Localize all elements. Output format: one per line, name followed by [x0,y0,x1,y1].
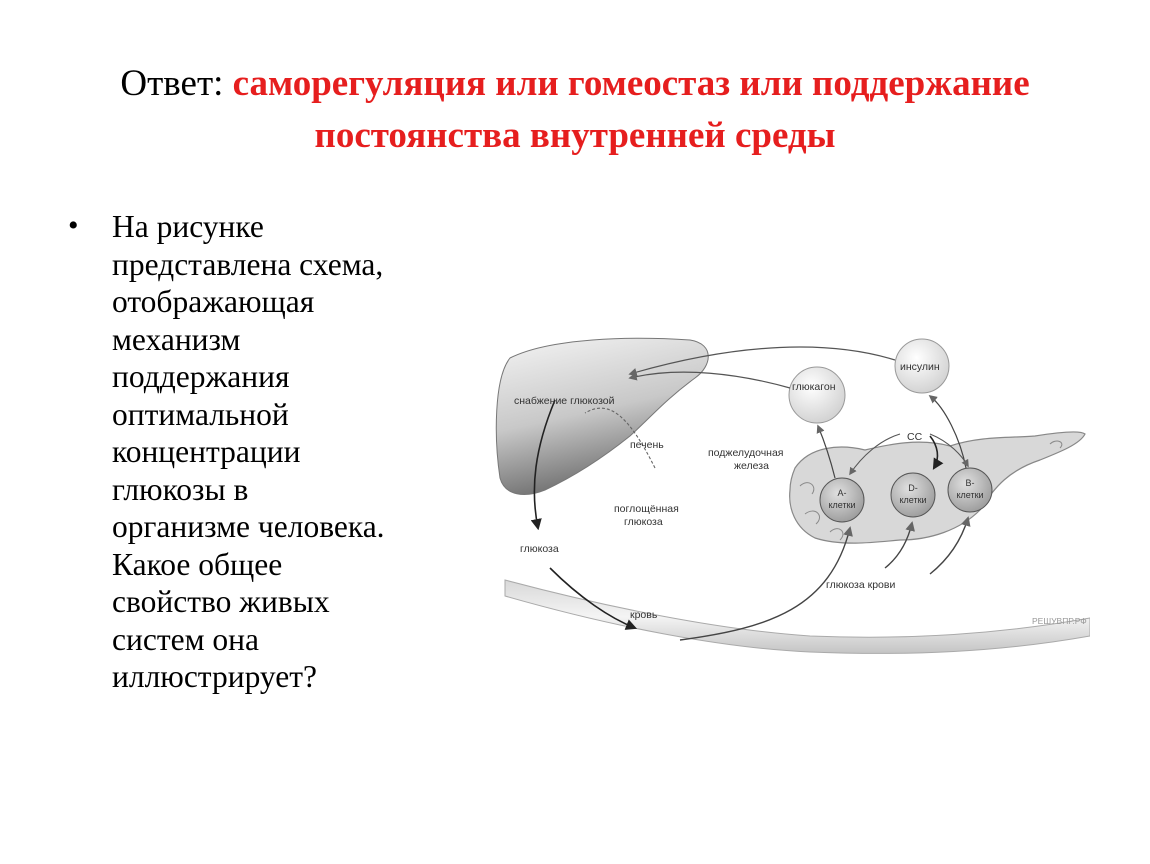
label-glucose-supply: снабжение глюкозой [514,395,615,407]
label-blood-glucose: глюкоза крови [826,579,896,591]
label-ss: СС [907,431,923,443]
arrow-blood-to-pancreas [680,528,850,640]
watermark: РЕШУВПР.РФ [1032,616,1087,626]
glucose-regulation-diagram [490,318,1090,658]
label-pancreas-1: поджелудочная [708,447,784,459]
label-absorbed-2: глюкоза [624,516,663,528]
label-pancreas-2: железа [734,460,769,472]
label-a-cells-1: А- [837,488,847,498]
label-b-cells-2: клетки [956,490,984,500]
label-b-cells-1: В- [965,478,975,488]
glucagon-sphere [789,367,845,423]
label-a-cells-2: клетки [828,500,856,510]
question-text: На рисунке представлена схема, отображающая механизм поддержания оптимальной концентрации глюкозы в организме человека. Какое общее свойство живых систем она иллюстрирует? [112,209,385,694]
title-prefix: Ответ: [120,63,233,104]
label-glucose: глюкоза [520,543,559,555]
title-answer: саморегуляция или гомеостаз или поддержание постоянства внутренней среды [232,63,1030,156]
bullet-marker: • [68,209,79,242]
label-blood: кровь [630,609,658,621]
label-liver: печень [630,439,664,451]
label-insulin: инсулин [900,361,940,373]
label-d-cells-1: D- [908,483,918,493]
blood-vessel [505,580,1090,653]
label-glucagon: глюкагон [792,381,836,393]
label-d-cells-2: клетки [899,495,927,505]
slide-title [60,58,1090,162]
label-absorbed-1: поглощённая [614,503,679,515]
